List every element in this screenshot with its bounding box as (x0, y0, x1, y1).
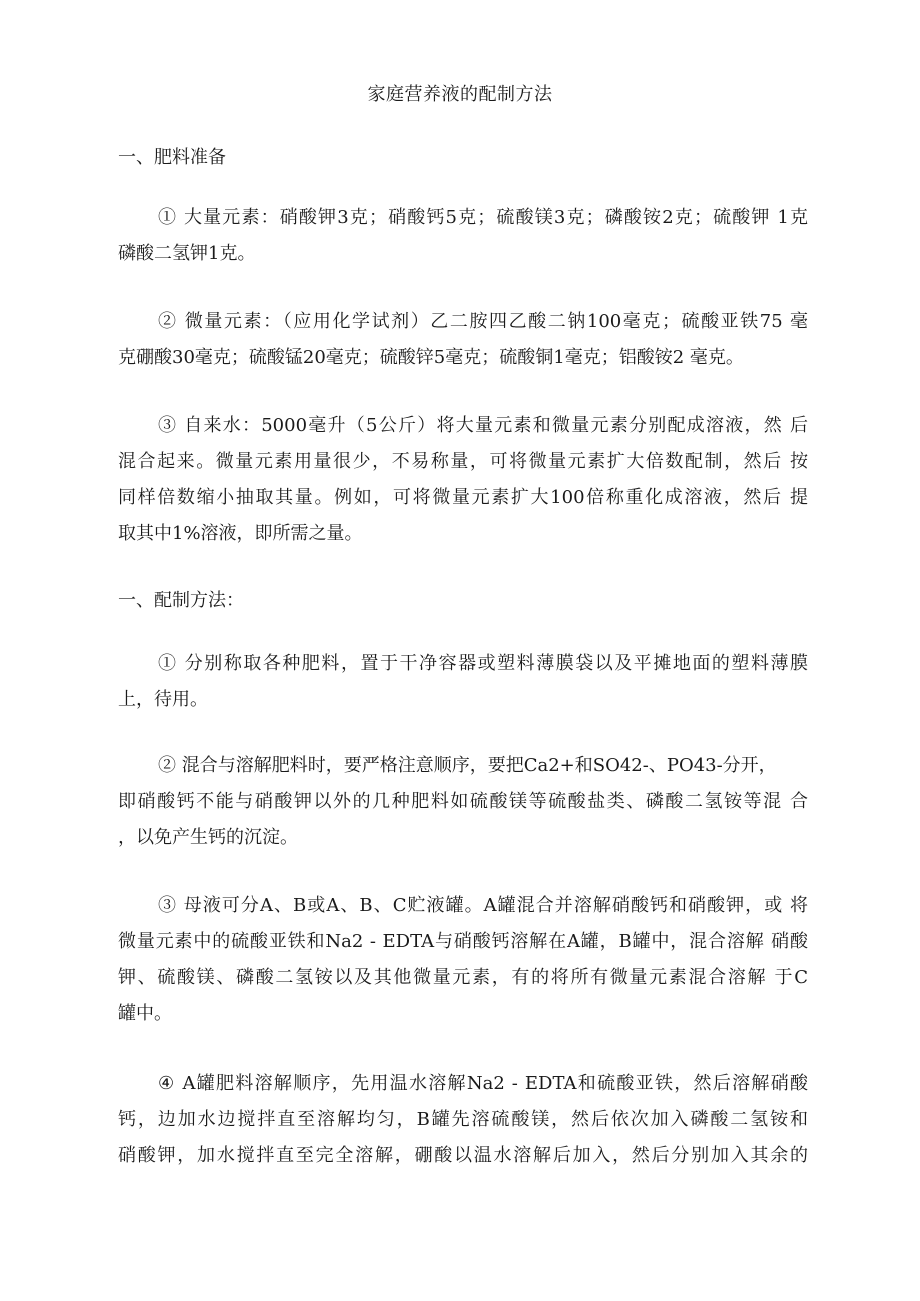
paragraph-line: ① 大量元素：硝酸钾3克；硝酸钙5克；硫酸镁3克；磷酸铵2克；硫酸钾 1克 (158, 207, 808, 228)
paragraph-line: 磷酸二氢钾1克。 (118, 243, 256, 264)
paragraph-line: 罐中。 (118, 1003, 172, 1024)
paragraph-line: ③ 母液可分A、B或A、B、C贮液罐。A罐混合并溶解硝酸钙和硝酸钾，或 将 (158, 895, 808, 916)
paragraph-line: 硝酸钾，加水搅拌直至完全溶解，硼酸以温水溶解后加入，然后分别加入其余的 (118, 1145, 808, 1166)
paragraph-micro-elements (118, 304, 808, 376)
paragraph-line: ③ 自来水：5000毫升（5公斤）将大量元素和微量元素分别配成溶液，然 后 (158, 415, 808, 436)
paragraph-line: ② 混合与溶解肥料时，要严格注意顺序，要把Ca2+和SO42-、PO43-分开， (158, 755, 777, 776)
paragraph-line: ② 微量元素：（应用化学试剂）乙二胺四乙酸二钠100毫克；硫酸亚铁75 毫 (158, 311, 808, 332)
section-heading-preparation-method: 一、配制方法： (118, 590, 244, 611)
paragraph-line: 钾、硫酸镁、磷酸二氢铵以及其他微量元素，有的将所有微量元素混合溶解 于C (118, 967, 808, 988)
paragraph-stock-tanks (118, 888, 808, 1032)
paragraph-line: 同样倍数缩小抽取其量。例如，可将微量元素扩大100倍称重化成溶液，然后 提 (118, 487, 808, 508)
document-title: 家庭营养液的配制方法 (367, 84, 553, 105)
section-heading-fertilizer-prep: 一、肥料准备 (118, 147, 226, 168)
paragraph-line: ④ A罐肥料溶解顺序，先用温水溶解Na2 - EDTA和硫酸亚铁，然后溶解硝酸 (158, 1073, 808, 1094)
paragraph-line: 取其中1%溶液，即所需之量。 (118, 523, 363, 544)
paragraph-line: 克硼酸30毫克；硫酸锰20毫克；硫酸锌5毫克；硫酸铜1毫克；铝酸铵2 毫克。 (118, 347, 744, 368)
paragraph-line: ，以免产生钙的沉淀。 (118, 827, 298, 848)
paragraph-line: 钙，边加水边搅拌直至溶解均匀，B罐先溶硫酸镁，然后依次加入磷酸二氢铵和 (118, 1109, 808, 1130)
paragraph-weigh-fertilizers (118, 646, 808, 718)
paragraph-macro-elements (118, 200, 808, 272)
paragraph-mixing-order (118, 748, 808, 856)
paragraph-dissolving-order (118, 1066, 808, 1174)
paragraph-line: 上，待用。 (118, 689, 208, 710)
paragraph-line: 即硝酸钙不能与硝酸钾以外的几种肥料如硫酸镁等硫酸盐类、磷酸二氢铵等混 合 (118, 791, 808, 812)
paragraph-line: 微量元素中的硫酸亚铁和Na2 - EDTA与硝酸钙溶解在A罐，B罐中，混合溶解 硝酸 (118, 931, 808, 952)
paragraph-line: 混合起来。微量元素用量很少，不易称量，可将微量元素扩大倍数配制，然后 按 (118, 451, 808, 472)
paragraph-tap-water (118, 408, 808, 552)
paragraph-line: ① 分别称取各种肥料，置于干净容器或塑料薄膜袋以及平摊地面的塑料薄膜 (158, 653, 808, 674)
